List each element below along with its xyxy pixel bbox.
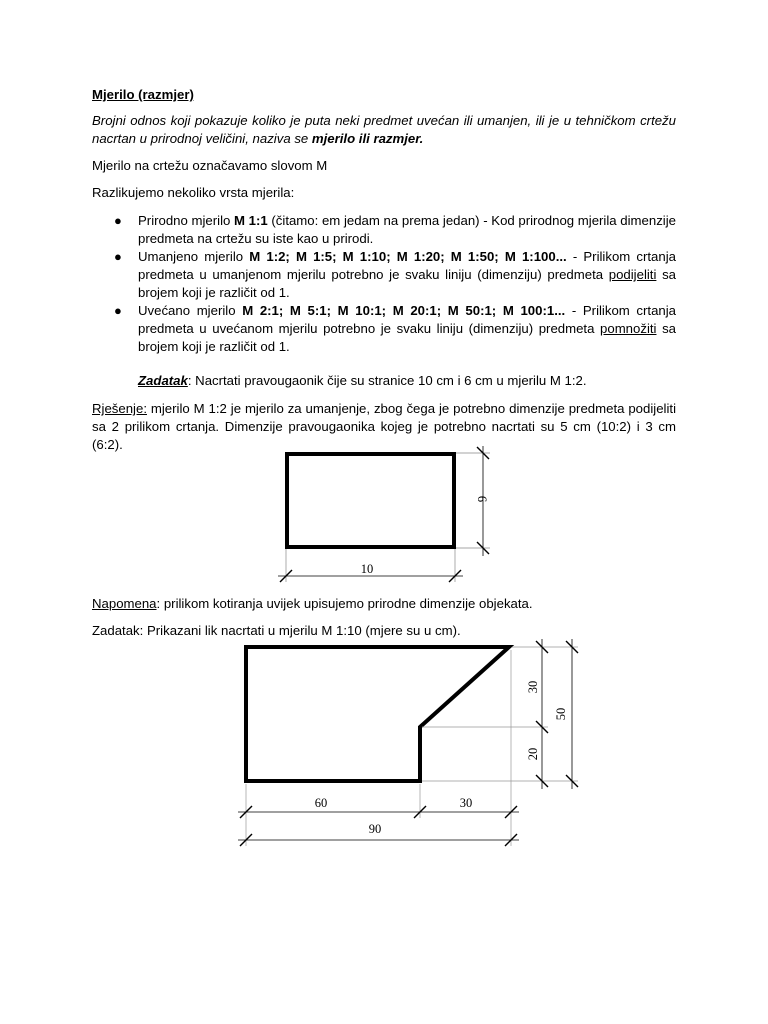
solution-label: Rješenje: [92, 401, 147, 416]
bullet-icon: ● [114, 249, 122, 264]
kind-scale: M 1:2; M 1:5; M 1:10; M 1:20; M 1:50; M 1:100... [249, 249, 567, 264]
task2-paragraph: Zadatak: Prikazani lik nacrtati u mjerilu M 1:10 (mjere su u cm). [92, 623, 461, 638]
dim-bottom-left-label: 60 [314, 796, 328, 810]
dim-height-label: 6 [475, 495, 489, 503]
definition-emphasis: mjerilo ili razmjer. [311, 131, 424, 146]
kind-keyword: podijeliti [608, 267, 657, 282]
page-title: Mjerilo (razmjer) [92, 87, 194, 102]
bullet-icon: ● [114, 303, 122, 318]
marking-paragraph: Mjerilo na crtežu označavamo slovom M [92, 158, 328, 173]
kind-text-end: sa brojem koji je različit od 1. [138, 267, 676, 300]
kind-lead: Uvećano mjerilo [138, 303, 243, 318]
dim-bottom-right-label: 30 [459, 796, 473, 810]
dim-right-upper-label: 30 [526, 680, 540, 694]
dim-total-width-label: 90 [368, 822, 382, 836]
kind-keyword: pomnožiti [600, 321, 657, 336]
kind-text: - Prilikom crtanja predmeta u uvećanom mjerilu potrebno je svaku liniju (dimenziju) predmeta [138, 303, 677, 336]
kind-scale: M 2:1; M 5:1; M 10:1; M 20:1; M 50:1; M 100:1... [242, 303, 566, 318]
task1-text: : Nacrtati pravougaonik čije su stranice 10 cm i 6 cm u mjerilu M 1:2. [187, 373, 587, 388]
kind-lead: Prirodno mjerilo [138, 213, 235, 228]
kind-text: - Prilikom crtanja predmeta u umanjenom mjerilu potrebno je svaku liniju (dimenziju) predmeta [138, 249, 676, 282]
dim-width-label: 10 [360, 562, 374, 576]
kinds-intro: Razlikujemo nekoliko vrsta mjerila: [92, 185, 295, 200]
kind-scale: M 1:1 [234, 213, 268, 228]
dim-right-lower-label: 20 [526, 747, 540, 761]
kind-text: (čitamo: em jedam na prema jedan) - Kod prirodnog mjerila dimenzije predmeta na crtežu su iste kao u prirodi. [138, 213, 676, 246]
task1-label: Zadatak [138, 373, 188, 388]
solution-text: mjerilo M 1:2 je mjerilo za umanjenje, zbog čega je potrebno dimenzije predmeta podijeliti sa 2 prilikom crtanja. Dimenzije pravougaonika kojeg je potrebno nacrtati su 5 cm (10:2) i 3 cm (6:2). [92, 401, 676, 452]
note-label: Napomena [92, 596, 157, 611]
dim-total-height-label: 50 [554, 707, 568, 721]
bullet-icon: ● [114, 213, 122, 228]
kind-text-end: sa brojem koji je različit od 1. [138, 321, 677, 354]
definition-text: Brojni odnos koji pokazuje koliko je puta neki predmet uvećan ili umanjen, ili je u tehničkom crtežu nacrtan u prirodnoj veličini, naziva se [92, 113, 676, 146]
kind-lead: Umanjeno mjerilo [138, 249, 250, 264]
polygon-shape [246, 647, 509, 781]
note-text: : prilikom kotiranja uvijek upisujemo prirodne dimenzije objekata. [156, 596, 533, 611]
